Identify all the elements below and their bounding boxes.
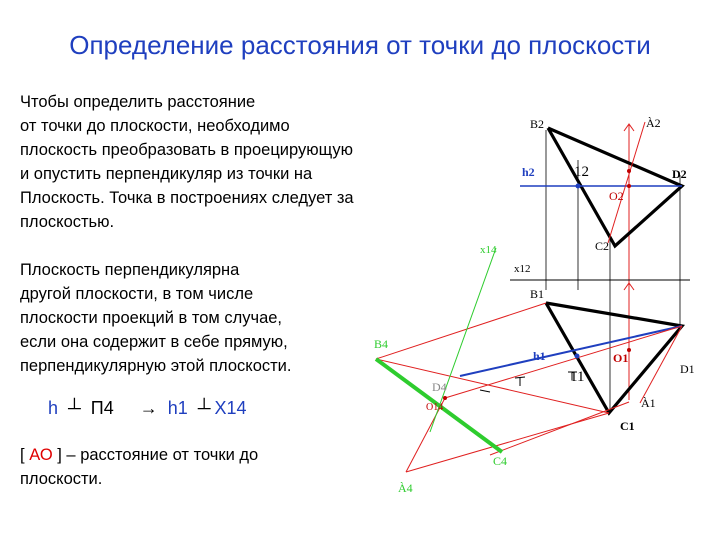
label-a4: À4 — [398, 481, 413, 495]
label-c1: C1 — [620, 419, 635, 433]
conclusion-bracket: [ — [20, 446, 25, 464]
point-a-front — [627, 184, 631, 188]
horizontal-projection — [376, 248, 682, 472]
tick-mark-1 — [480, 390, 490, 392]
conclusion-ao: АО — [29, 446, 53, 464]
frontal-projection — [510, 122, 690, 410]
point-11 — [575, 354, 580, 359]
label-o1: O1 — [613, 351, 629, 365]
label-12: 12 — [574, 164, 589, 180]
label-d1: D1 — [680, 362, 695, 376]
formula-perp-symbol-1: ┴ — [68, 398, 81, 418]
perp-mark — [515, 377, 525, 386]
label-b1: B1 — [530, 287, 545, 301]
construction-c — [406, 413, 609, 472]
point-o-front-top — [627, 169, 631, 173]
explanation-paragraph-2: Плоскость перпендикулярна другой плоскости, в том числе плоскости проекций в том случае, если она содержит в себе прямую, перпендикулярную этой плоскости. — [20, 261, 292, 375]
conclusion-rest: ] – расстояние от точки до плоскости. — [20, 446, 259, 488]
formula-h: h — [48, 398, 59, 418]
formula-pi4: П4 — [90, 398, 114, 418]
label-b2: B2 — [530, 117, 545, 131]
triangle-front — [548, 128, 682, 246]
label-o2: O2 — [609, 189, 624, 203]
label-a2: À2 — [646, 116, 661, 130]
formula-perp-symbol-2: ┴ — [197, 398, 211, 418]
label-d4: D4 — [432, 380, 447, 394]
label-c4: C4 — [493, 454, 508, 468]
explanation-paragraph-1: Чтобы определить расстояние от точки до плоскости, необходимо плоскость преобразовать в проецирующую и опустить перпендикуляр из точки на Плоскость. Точка в построениях следует за плоскостью. — [20, 93, 354, 231]
construction-a1 — [640, 326, 682, 403]
formula-x14: X14 — [214, 398, 247, 418]
label-h2: h2 — [522, 165, 535, 179]
label-d2: D2 — [672, 167, 687, 181]
construction-c4 — [490, 402, 629, 455]
page-title: Определение расстояния от точки до плоскости — [69, 30, 651, 60]
point-12 — [576, 184, 581, 189]
label-b4: B4 — [374, 337, 389, 351]
label-x14: x14 — [480, 244, 497, 256]
label-c2: C2 — [595, 239, 610, 253]
label-11: 11 — [570, 369, 585, 385]
label-a1: À1 — [641, 396, 656, 410]
construction-d — [445, 326, 682, 398]
label-o4: O14 — [426, 402, 444, 413]
construction-b — [376, 303, 546, 359]
label-x12: x12 — [514, 263, 531, 275]
formula-arrow: → — [139, 398, 158, 418]
label-h1: h1 — [533, 349, 546, 363]
point-o4 — [443, 396, 447, 400]
formula-h1: h1 — [167, 398, 188, 418]
